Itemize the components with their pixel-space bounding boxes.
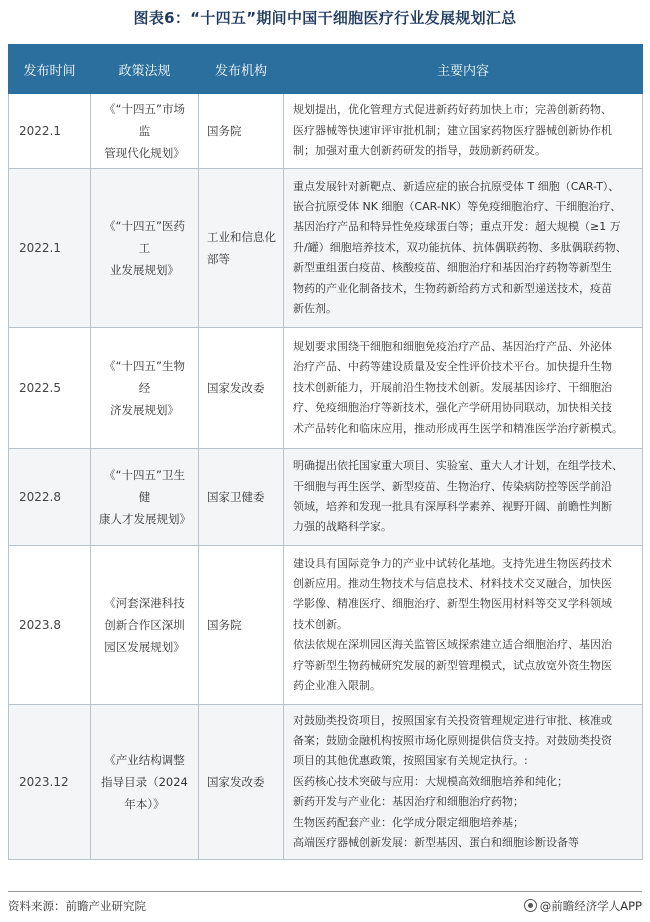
cell-content-line: 重点发展针对新靶点、新适应症的嵌合抗原受体 T 细胞（CAR-T）、 — [293, 179, 620, 193]
cell-policy-line: 园区发展规划》 — [104, 640, 185, 654]
cell-content-line: 规划提出，优化管理方式促进新药好药加快上市；完善创新药物、 — [293, 103, 612, 117]
cell-policy-line: 《“十四五”卫生健 — [104, 468, 185, 504]
cell-org-line: 国务院 — [207, 124, 242, 138]
header-policy: 政策法规 — [91, 45, 199, 94]
cell-date: 2022.5 — [9, 328, 91, 449]
cell-content-line: 力强的战略科学家。 — [293, 520, 392, 534]
cell-org — [199, 94, 284, 169]
table-row — [9, 705, 643, 860]
header-org: 发布机构 — [199, 45, 284, 94]
cell-policy — [91, 705, 199, 860]
cell-content-line: 疗、免疫细胞治疗等新技术，强化产学研用协同联动，加快相关技 — [293, 401, 612, 415]
cell-content-line: 技术创新。 — [293, 617, 348, 631]
cell-policy-line: 《河套深港科技 — [104, 596, 185, 610]
cell-policy — [91, 169, 199, 328]
table-row — [9, 546, 643, 705]
cell-date: 2022.1 — [9, 169, 91, 328]
cell-content-line: 嵌合抗原受体 NK 细胞（CAR-NK）等免疫细胞治疗、干细胞治疗、 — [293, 199, 622, 213]
cell-content-line: 明确提出依托国家重大项目、实验室、重大人才计划，在组学技术、 — [293, 459, 623, 473]
footer — [8, 891, 642, 922]
cell-org-line: 部等 — [207, 252, 230, 266]
cell-content — [284, 94, 643, 169]
cell-org — [199, 169, 284, 328]
cell-policy-line: 业发展规划》 — [110, 263, 179, 277]
cell-policy-line: 《“十四五”市场监 — [104, 102, 185, 138]
cell-policy-line: 《“十四五”生物经 — [104, 359, 185, 395]
cell-content — [284, 449, 643, 546]
cell-policy-line: 指导目录（2024 — [101, 775, 188, 789]
cell-date: 2023.12 — [9, 705, 91, 860]
cell-content-line: 生物医药配套产业：化学成分限定细胞培养基； — [293, 815, 524, 829]
cell-content — [284, 705, 643, 860]
cell-content-line: 疗等新型生物药械研究发展的新型管理模式，试点放宽外资生物医 — [293, 658, 612, 672]
cell-org — [199, 546, 284, 705]
table-row — [9, 94, 643, 169]
cell-content — [284, 546, 643, 705]
cell-org-line: 国家发改委 — [207, 775, 265, 789]
cell-content-line: 新药开发与产业化：基因治疗和细胞治疗药物； — [293, 795, 524, 809]
cell-content-line: 医药核心技术突破与应用：大规模高效细胞培养和纯化； — [293, 774, 568, 788]
cell-content-line: 高端医疗器械创新发展：新型基因、蛋白和细胞诊断设备等 — [293, 836, 579, 850]
cell-date: 2022.1 — [9, 94, 91, 169]
cell-org-line: 工业和信息化 — [207, 230, 276, 244]
cell-content-line: 项目的其他优惠政策，按照国家有关规定执行。: — [293, 754, 528, 768]
cell-policy-line: 创新合作区深圳 — [104, 618, 185, 632]
cell-date: 2022.8 — [9, 449, 91, 546]
cell-date: 2023.8 — [9, 546, 91, 705]
cell-content-line: 干细胞与再生医学、新型疫苗、生物治疗、传染病防控等医学前沿 — [293, 479, 612, 493]
cell-content — [284, 169, 643, 328]
table-row — [9, 449, 643, 546]
cell-content-line: 新型重组蛋白疫苗、核酸疫苗、细胞治疗和基因治疗药物等新型生 — [293, 261, 612, 275]
cell-content-line: 制；加强对重大创新药研发的指导，鼓励新药研发。 — [293, 144, 546, 158]
cell-policy — [91, 449, 199, 546]
page-title: 图表6：“十四五”期间中国干细胞医疗行业发展规划汇总 — [133, 9, 517, 27]
table-row — [9, 169, 643, 328]
cell-org — [199, 705, 284, 860]
header-content: 主要内容 — [284, 45, 643, 94]
cell-content — [284, 328, 643, 449]
source-note: 资料来源：前瞻产业研究院 — [8, 899, 146, 913]
cell-policy-line: 年本）》 — [124, 797, 165, 811]
cell-content-line: 领域，培养和发现一批具有深厚科学素养、视野开阔、前瞻性判断 — [293, 500, 612, 513]
cell-content-line: 学影像、精准医疗、细胞治疗、新型生物医用材料等交叉学科领域 — [293, 597, 612, 611]
table-header-row — [9, 45, 643, 94]
cell-content-line: 物药的产业化制备技术，生物药新给药方式和新型递送技术，疫苗 — [293, 281, 612, 295]
cell-content-line: 治疗产品、中药等建设质量及安全性评价技术平台。加快提升生物 — [293, 360, 612, 374]
cell-content-line: 对鼓励类投资项目，按照国家有关投资管理规定进行审批、核准或 — [293, 713, 612, 727]
cell-org-line: 国务院 — [207, 618, 242, 632]
cell-policy-line: 《“十四五”医药工 — [104, 219, 185, 255]
app-credit — [524, 898, 642, 914]
cell-content-line: 药企业准入限制。 — [293, 679, 381, 693]
cell-policy-line: 康人才发展规划》 — [99, 512, 191, 526]
cell-content-line: 医疗器械等快速审评审批机制；建立国家药物医疗器械创新协作机 — [293, 123, 612, 137]
cell-content-line: 升/罐）细胞培养技术，双功能抗体、抗体偶联药物、多肽偶联药物、 — [293, 240, 627, 254]
cell-content-line: 建设具有国际竞争力的产业中试转化基地。支持先进生物医药技术 — [293, 556, 612, 570]
cell-content-line: 术产品转化和临床应用，推动形成再生医学和精准医学治疗新模式。 — [293, 421, 623, 435]
cell-content-line: 依法依规在深圳园区海关监管区域探索建立适合细胞治疗、基因治 — [293, 638, 612, 652]
cell-org-line: 国家发改委 — [207, 381, 265, 395]
cell-org-line: 国家卫健委 — [207, 490, 265, 504]
header-date: 发布时间 — [9, 45, 91, 94]
cell-org — [199, 328, 284, 449]
cell-content-line: 备案；鼓励金融机构按照市场化原则提供信贷支持。对鼓励类投资 — [293, 733, 612, 747]
app-credit-text: @前瞻经济学人APP — [539, 899, 642, 913]
cell-policy-line: 管现代化规划》 — [104, 146, 185, 160]
cell-policy-line: 《产业结构调整 — [104, 753, 185, 767]
cell-content-line: 创新应用。推动生物技术与信息技术、材料技术交叉融合，加快医 — [293, 576, 612, 590]
cell-policy — [91, 94, 199, 169]
policy-table — [8, 44, 643, 860]
cell-content-line: 规划要求围绕干细胞和细胞免疫治疗产品、基因治疗产品、外泌体 — [293, 339, 612, 353]
cell-policy-line: 济发展规划》 — [110, 403, 179, 417]
cell-content-line: 新佐剂。 — [293, 302, 337, 316]
cell-policy — [91, 328, 199, 449]
app-logo-icon — [524, 899, 537, 912]
table-row — [9, 328, 643, 449]
cell-content-line: 基因治疗产品和特异性免疫球蛋白等；重点开发：超大规模（≥1 万 — [293, 220, 621, 234]
cell-org — [199, 449, 284, 546]
cell-policy — [91, 546, 199, 705]
cell-content-line: 技术创新能力，开展前沿生物技术创新。发展基因诊疗、干细胞治 — [293, 380, 612, 394]
